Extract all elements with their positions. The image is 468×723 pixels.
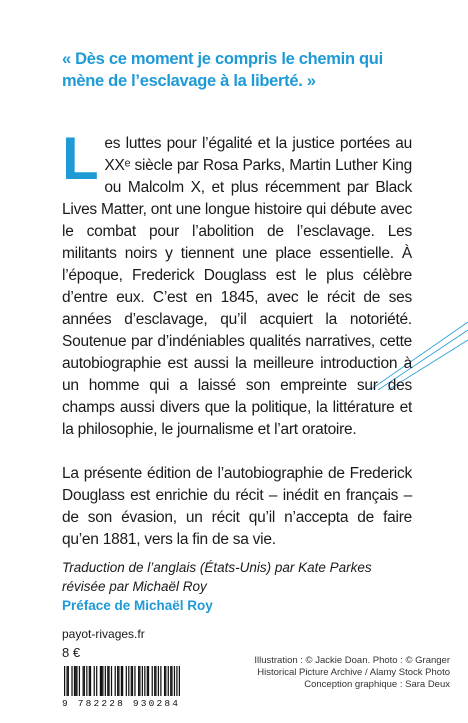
price: 8 €: [62, 645, 81, 660]
drop-cap: L: [62, 125, 99, 192]
publisher-website[interactable]: payot-rivages.fr: [62, 627, 145, 641]
blurb-paragraph-1: [62, 125, 412, 441]
blurb: [62, 125, 412, 551]
illustration-credit-line-2: Historical Picture Archive / Alamy Stock Photo: [257, 667, 450, 678]
revision-credit: révisée par Michaël Roy: [62, 579, 207, 594]
isbn-barcode: [62, 666, 182, 708]
illustration-credit: [220, 655, 450, 691]
illustration-credit-line-1: Illustration : © Jackie Doan. Photo : © Granger: [254, 655, 450, 666]
preface-credit: Préface de Michaël Roy: [62, 598, 213, 613]
blurb-paragraph-2: La présente édition de l’autobiographie de Frederick Douglass est enrichie du récit – inédit en français – de son évasion, un récit qu’il n’accepta de faire qu’en 1881, vers la fin de sa vie.: [62, 465, 412, 548]
pull-quote-line-2: mène de l’esclavage à la liberté. »: [62, 72, 316, 90]
pull-quote-line-1: « Dès ce moment je compris le chemin qui: [62, 50, 383, 68]
translation-credit: Traduction de l’anglais (États-Unis) par Kate Parkes: [62, 560, 372, 575]
blurb-paragraph-1-text: es luttes pour l’égalité et la justice portées au XXᵉ siècle par Rosa Parks, Martin Luther King ou Malcolm X, et plus récemment par Black Lives Matter, ont une longue histoire qui débute avec le combat pour l’abolition de l’esclavage. Les militants noirs y tiennent une place essentielle. À l’époque, Frederick Douglass est le plus célèbre d’entre eux. C’est en 1845, avec le récit de ses années d’esclavage, qu’il acquiert la notoriété. Soutenue par d’indéniables qualités narratives, cette autobiographie est aussi la meilleure introduction à un homme qui a laissé son empreinte sur des champs aussi divers que la politique, la littérature et la philosophie, le journalisme et l’art oratoire.: [62, 135, 412, 438]
pull-quote: [62, 48, 422, 92]
illustration-credit-line-3: Conception graphique : Sara Deux: [304, 679, 450, 690]
barcode-digits: 9 782228 930284: [62, 698, 178, 708]
credits: [62, 558, 422, 615]
